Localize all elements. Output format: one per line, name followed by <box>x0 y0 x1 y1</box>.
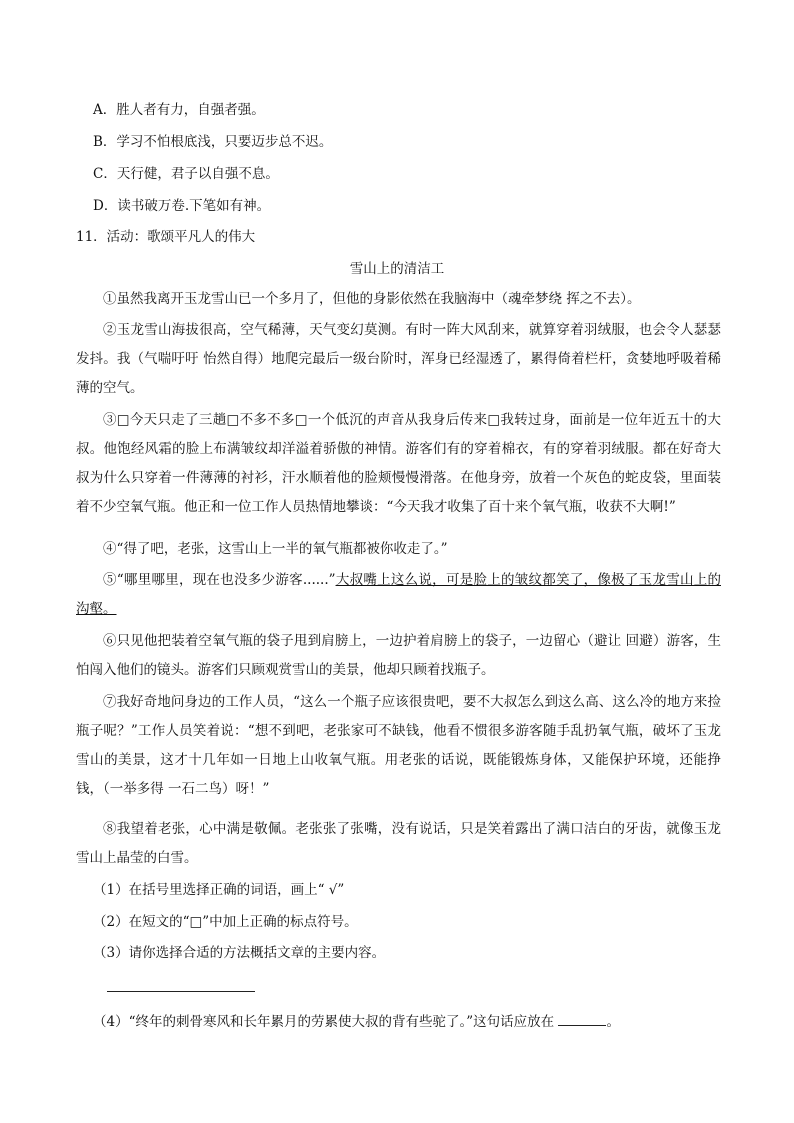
paragraph-2: ②玉龙雪山海拔很高，空气稀薄，天气变幻莫测。有时一阵大风刮来，就算穿着羽绒服，也会令人瑟瑟发抖。我（气喘吁吁 怡然自得）地爬完最后一级台阶时，浑身已经湿透了，累得倚着栏杆，贪婪地呼吸着稀薄的空气。 <box>76 322 721 396</box>
article-title: 雪山上的清洁工 <box>349 261 445 277</box>
subquestion-4-end: 。 <box>606 1014 620 1030</box>
paragraph-5-underlined-sentence: 大叔嘴上这么说，可是脸上的皱纹都笑了，像极了玉龙雪山上的沟壑。 <box>76 572 721 617</box>
subquestion-1: （1）在括号里选择正确的词语，画上“ √” <box>93 882 345 898</box>
option-b: B．学习不怕根底浅，只要迈步总不迟。 <box>93 134 333 150</box>
paragraph-8: ⑧我望着老张，心中满是敬佩。老张张了张嘴，没有说话，只是笑着露出了满口洁白的牙齿，就像玉龙雪山上晶莹的白雪。 <box>76 821 721 866</box>
paragraph-4: ④“得了吧，老张，这雪山上一半的氧气瓶都被你收走了。” <box>103 541 448 557</box>
paragraph-1: ①虽然我离开玉龙雪山已一个多月了，但他的身影依然在我脑海中（魂牵梦绕 挥之不去）。 <box>103 291 641 307</box>
option-d: D．读书破万卷.下笔如有神。 <box>93 198 271 214</box>
answer-line-q3[interactable] <box>107 991 255 992</box>
subquestion-4-text: （4）“终年的刺骨寒风和长年累月的劳累使大叔的背有些驼了。”这句话应放在 <box>93 1014 555 1030</box>
paragraph-3: ③□今天只走了三趟□不多不多□一个低沉的声音从我身后传来□我转过身，面前是一位年近五十的大叔。他饱经风霜的脸上布满皱纹却洋溢着骄傲的神情。游客们有的穿着棉衣，有的穿着羽绒服。都在好奇大叔为什么只穿着一件薄薄的衬衫，汗水顺着他的脸颊慢慢滑落。在他身旁，放着一个灰色的蛇皮袋，里面装着不少空氧气瓶。他正和一位工作人员热情地攀谈：“今天我才收集了百十来个氧气瓶，收获不大啊!” <box>76 412 721 515</box>
paragraph-7: ⑦我好奇地问身边的工作人员，“这么一个瓶子应该很贵吧，要不大叔怎么到这么高、这么冷的地方来捡瓶子呢？”工作人员笑着说：“想不到吧，老张家可不缺钱，他看不惯很多游客随手乱扔氧气瓶，破坏了玉龙雪山的美景，这才十几年如一日地上山收氧气瓶。用老张的话说，既能锻炼身体，又能保护环境，还能挣钱，（一举多得 一石二鸟）呀！” <box>76 694 721 797</box>
question-11-heading: 11．活动：歌颂平凡人的伟大 <box>76 229 256 245</box>
option-c: C．天行健，君子以自强不息。 <box>93 166 279 182</box>
paragraph-5-quote: ⑤“哪里哪里，现在也没多少游客......” <box>103 572 336 588</box>
subquestion-4 <box>93 1011 620 1032</box>
subquestion-2: （2）在短文的“□”中加上正确的标点符号。 <box>93 914 358 930</box>
paragraph-6: ⑥只见他把装着空氧气瓶的袋子甩到肩膀上，一边护着肩膀上的袋子，一边留心（避让 回避）游客，生怕闯入他们的镜头。游客们只顾观赏雪山的美景，他却只顾着找瓶子。 <box>76 633 721 678</box>
subquestion-3: （3）请你选择合适的方法概括文章的主要内容。 <box>93 945 386 961</box>
option-a: A．胜人者有力，自强者强。 <box>93 102 265 118</box>
paragraph-5 <box>76 566 721 624</box>
answer-blank-q4[interactable] <box>558 1011 606 1026</box>
